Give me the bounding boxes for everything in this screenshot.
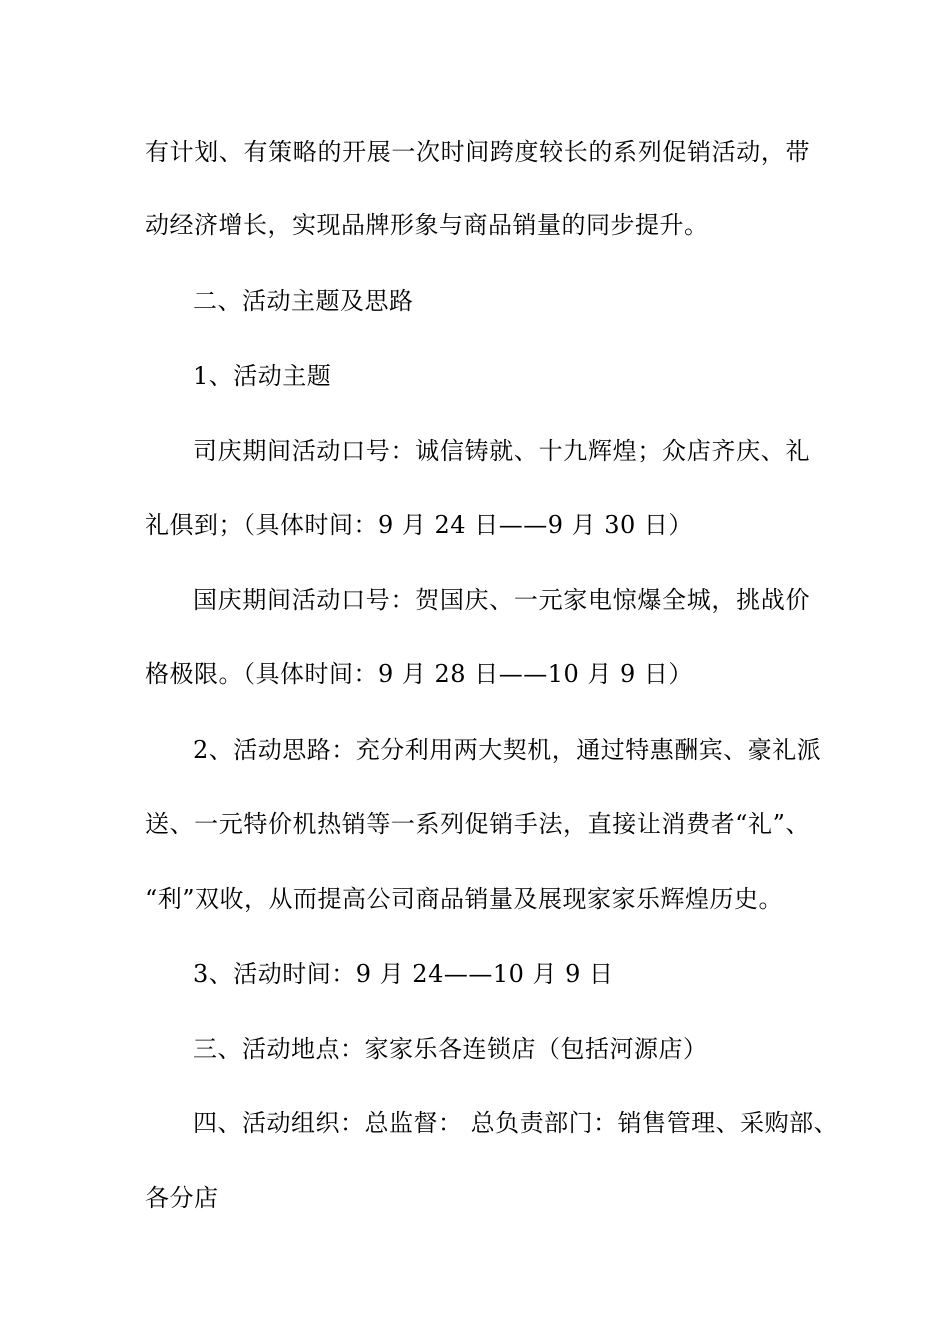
section-heading: 三、活动地点：家家乐各连锁店（包括河源店） — [193, 1035, 708, 1063]
paragraph-line: 国庆期间活动口号：贺国庆、一元家电惊爆全城，挑战价 — [193, 586, 810, 614]
section-heading: 四、活动组织：总监督： 总负责部门：销售管理、采购部、 — [193, 1109, 839, 1137]
paragraph-line: 格极限。（具体时间：9 月 28 日——10 月 9 日） — [145, 660, 693, 688]
paragraph-line: 礼俱到；（具体时间：9 月 24 日——9 月 30 日） — [145, 511, 693, 539]
paragraph-line: “利”双收，从而提高公司商品销量及展现家家乐辉煌历史。 — [145, 885, 784, 913]
paragraph-line: 有计划、有策略的开展一次时间跨度较长的系列促销活动，带 — [145, 138, 810, 166]
paragraph-line: 司庆期间活动口号：诚信铸就、十九辉煌；众店齐庆、礼 — [193, 437, 810, 465]
paragraph-line: 2、活动思路：充分利用两大契机，通过特惠酬宾、豪礼派 — [193, 736, 822, 764]
subsection-heading: 1、活动主题 — [193, 362, 332, 390]
paragraph-line: 3、活动时间：9 月 24——10 月 9 日 — [193, 960, 614, 988]
paragraph-line: 各分店 — [145, 1184, 219, 1212]
section-heading: 二、活动主题及思路 — [193, 287, 414, 315]
paragraph-line: 送、一元特价机热销等一系列促销手法，直接让消费者“礼”、 — [145, 810, 810, 838]
paragraph-line: 动经济增长，实现品牌形象与商品销量的同步提升。 — [145, 211, 709, 239]
